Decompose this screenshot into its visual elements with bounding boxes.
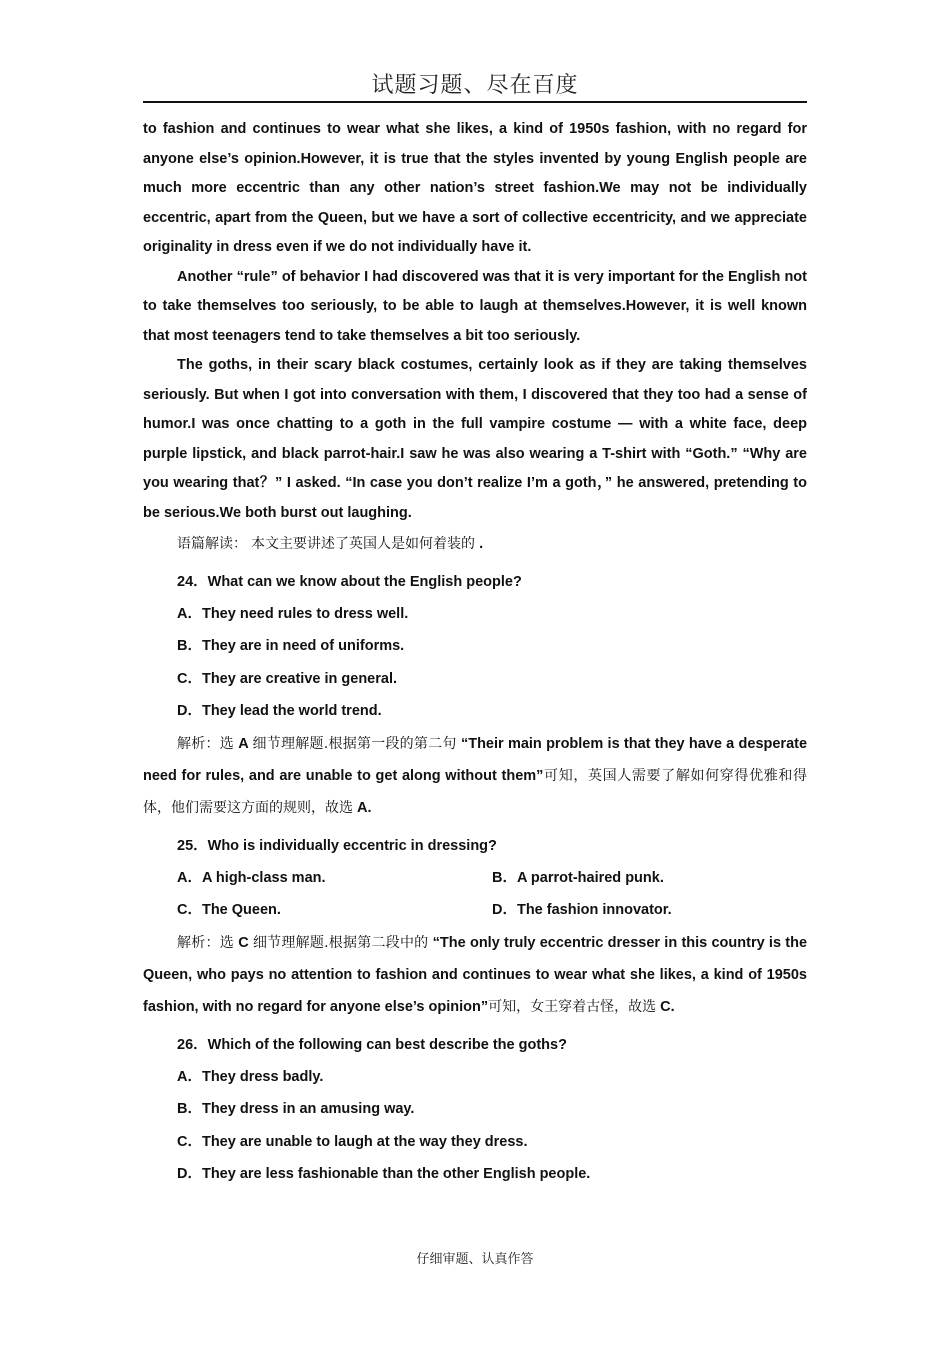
passage-summary (143, 530, 807, 560)
q24-analysis (143, 728, 807, 824)
q26-option-d: D．They are less fashionable than the other English people. (177, 1166, 591, 1182)
q25-analysis-explanation: 可知，女王穿着古怪，故选 (488, 998, 657, 1015)
q24-answer: A (238, 735, 249, 752)
question-24-stem: 24．What can we know about the English people? (177, 573, 522, 590)
q25-option-d: D．The fashion innovator. (492, 902, 672, 918)
q25-option-a: A．A high-class man. (177, 869, 326, 886)
q25-analysis (143, 927, 807, 1023)
q26-option-b: B．They dress in an amusing way. (177, 1101, 415, 1117)
q25-question-type: 细节理解题 (252, 934, 325, 951)
q24-final-answer: A. (357, 799, 372, 816)
q25-analysis-prefix: 解析：选 (177, 934, 234, 951)
q24-option-a: A．They need rules to dress well. (177, 605, 409, 622)
q24-analysis-prefix: 解析：选 (177, 735, 234, 752)
passage-paragraph-2: Another “rule” of behavior I had discovered was that it is very important for the English not to take themselves too seriously, to be able to laugh at themselves.However, it is well known that most teenagers tend to take themselves a bit too seriously. (143, 268, 807, 344)
q25-option-b: B．A parrot-haired punk. (492, 869, 664, 886)
q26-option-c: C．They are unable to laugh at the way they dress. (177, 1133, 528, 1150)
page-footer: 仔细审题、认真作答 (416, 1252, 534, 1267)
q25-options-row-1 (177, 862, 807, 895)
q25-answer: C (238, 934, 249, 951)
summary-text: 本文主要讲述了英国人是如何着装的 (251, 536, 476, 552)
q24-analysis-lead: .根据第一段的第二句 (323, 735, 457, 752)
q25-option-c: C．The Queen. (177, 902, 281, 918)
document-body (143, 115, 807, 1191)
question-25-stem: 25．Who is individually eccentric in dressing? (177, 837, 497, 854)
passage-paragraph-1: to fashion and continues to wear what she likes, a kind of 1950s fashion, with no regard for anyone else’s opinion.However, it is true that the styles invented by young English people are much more eccentric than any other nation’s street fashion.We may not be individually eccentric, apart from the Queen, but we have a sort of collective eccentricity, and we appreciate originality in dress even if we do not individually have it. (143, 121, 807, 255)
q24-option-c: C．They are creative in general. (177, 670, 398, 687)
q25-analysis-quote: “The only truly eccentric dresser in this country is the Queen, who pays no attention to fashion and continues to wear what she likes, a kind of 1950s fashion, with no regard for anyone else’s opinion” (143, 934, 808, 1015)
q25-options-row-2 (177, 894, 807, 927)
header-divider (143, 101, 807, 103)
summary-label: 语篇解读 (177, 536, 233, 552)
q26-option-a: A．They dress badly. (177, 1068, 324, 1085)
q24-analysis-quote: “Their main problem is that they have a desperate need for rules, and are unable to get along without them” (143, 735, 808, 784)
passage-paragraph-3: The goths, in their scary black costumes, certainly look as if they are taking themselves seriously. But when I got into conversation with them, I discovered that they too had a sense of humor.I was once chatting to a goth in the full vampire costume — with a white face, deep purple lipstick, and black parrot-hair.I saw he was also wearing a T-shirt with “Goth.” “Why are you wearing that？” I asked. “In case you don’t realize I’m a goth，” he answered, pretending to be serious.We both burst out laughing. (143, 357, 807, 521)
summary-end: . (479, 536, 484, 552)
q24-option-d: D．They lead the world trend. (177, 703, 382, 719)
q25-final-answer: C. (660, 998, 675, 1015)
q25-analysis-lead: .根据第二段中的 (324, 934, 429, 951)
q24-option-b: B．They are in need of uniforms. (177, 638, 405, 654)
question-26-stem: 26．Which of the following can best describe the goths? (177, 1036, 567, 1053)
summary-separator: ： (233, 536, 247, 552)
q24-analysis-explanation: 可知，英国人需要了解如何穿得优雅和得体，他们需要这方面的规则，故选 (143, 767, 808, 816)
q24-question-type: 细节理解题 (252, 735, 324, 752)
page-header-title: 试题习题、尽在百度 (371, 73, 579, 98)
